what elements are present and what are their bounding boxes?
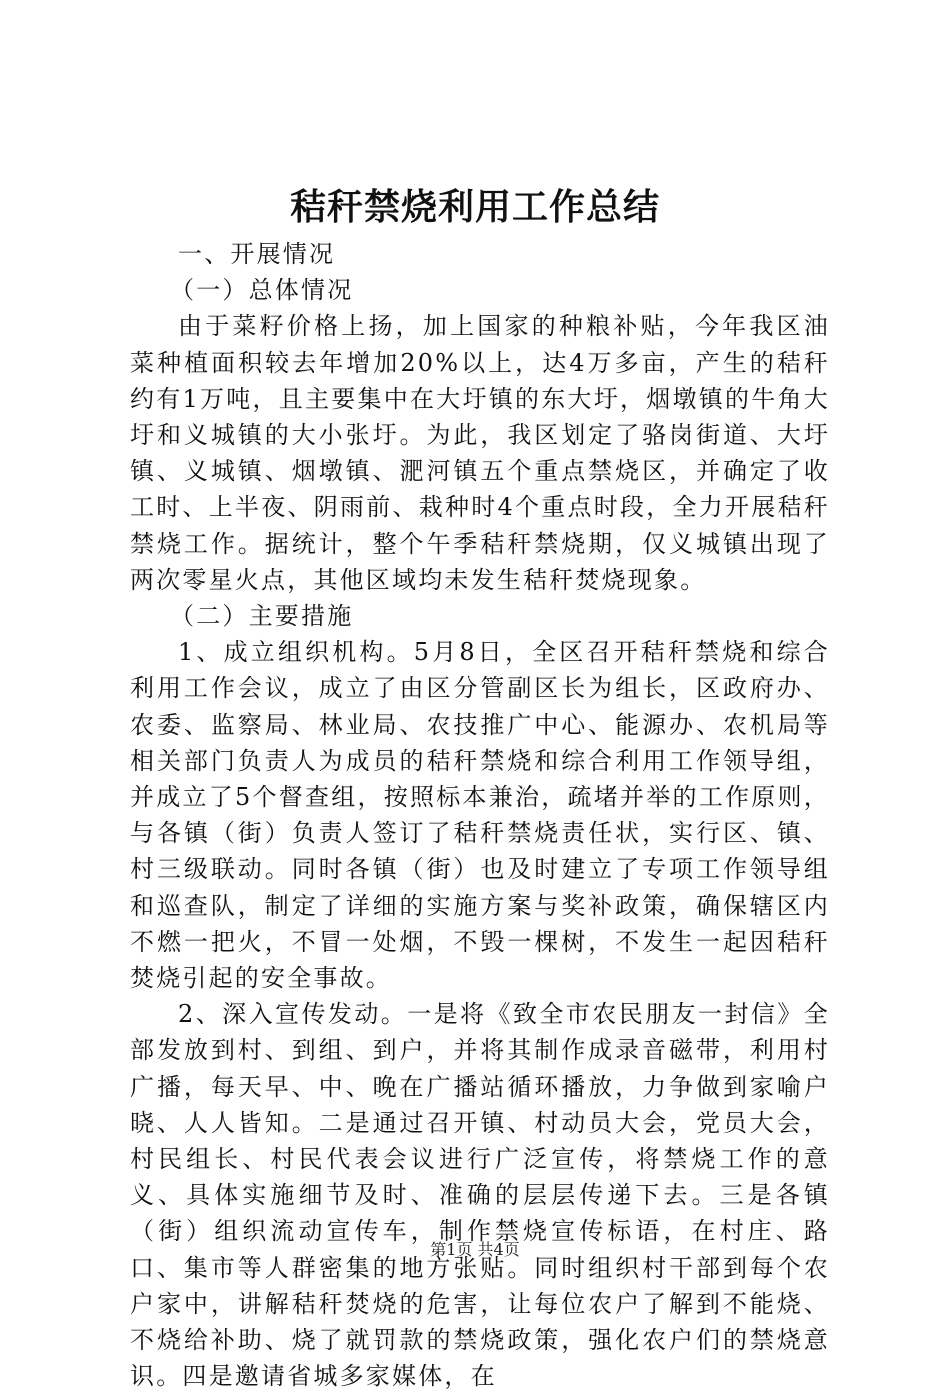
body-paragraph: 2、深入宣传发动。一是将《致全市农民朋友一封信》全部发放到村、到组、到户，并将其制作成录音磁带，利用村广播，每天早、中、晚在广播站循环播放，力争做到家喻户晓、人人皆知。二是通过召开镇、村动员大会，党员大会，村民组长、村民代表会议进行广泛宣传，将禁烧工作的意义、具体实施细节及时、准确的层层传递下去。三是各镇（街）组织流动宣传车，制作禁烧宣传标语，在村庄、路口、集市等人群密集的地方张贴。同时组织村干部到每个农户家中，讲解秸秆焚烧的危害，让每位农户了解到不能烧、不烧给补助、烧了就罚款的禁烧政策，强化农户们的禁烧意识。四是邀请省城多家媒体，在: [130, 1000, 830, 1391]
subsection-heading: （一）总体情况: [170, 276, 354, 305]
document-title: 秸秆禁烧利用工作总结: [289, 187, 660, 228]
body-paragraph: 由于菜籽价格上扬，加上国家的种粮补贴，今年我区油菜种植面积较去年增加20%以上，达4万多亩，产生的秸秆约有1万吨，且主要集中在大圩镇的东大圩，烟墩镇的牛角大圩和义城镇的大小张圩。为此，我区划定了骆岗街道、大圩镇、义城镇、烟墩镇、淝河镇五个重点禁烧区，并确定了收工时、上半夜、阴雨前、栽种时4个重点时段，全力开展秸秆禁烧工作。据统计，整个午季秸秆禁烧期，仅义城镇出现了两次零星火点，其他区域均未发生秸秆焚烧现象。: [130, 312, 830, 594]
document-body: [130, 236, 830, 1395]
section-heading: 一、开展情况: [178, 240, 336, 268]
page-footer: 第1页 共4页: [430, 1240, 520, 1259]
body-paragraph: 1、成立组织机构。5月8日，全区召开秸秆禁烧和综合利用工作会议，成立了由区分管副区长为组长，区政府办、农委、监察局、林业局、农技推广中心、能源办、农机局等相关部门负责人为成员的秸秆禁烧和综合利用工作领导组，并成立了5个督查组，按照标本兼治，疏堵并举的工作原则，与各镇（街）负责人签订了秸秆禁烧责任状，实行区、镇、村三级联动。同时各镇（街）也及时建立了专项工作领导组和巡查队，制定了详细的实施方案与奖补政策，确保辖区内不燃一把火，不冒一处烟，不毁一棵树，不发生一起因秸秆焚烧引起的安全事故。: [130, 638, 830, 993]
subsection-heading: （二）主要措施: [170, 602, 354, 631]
